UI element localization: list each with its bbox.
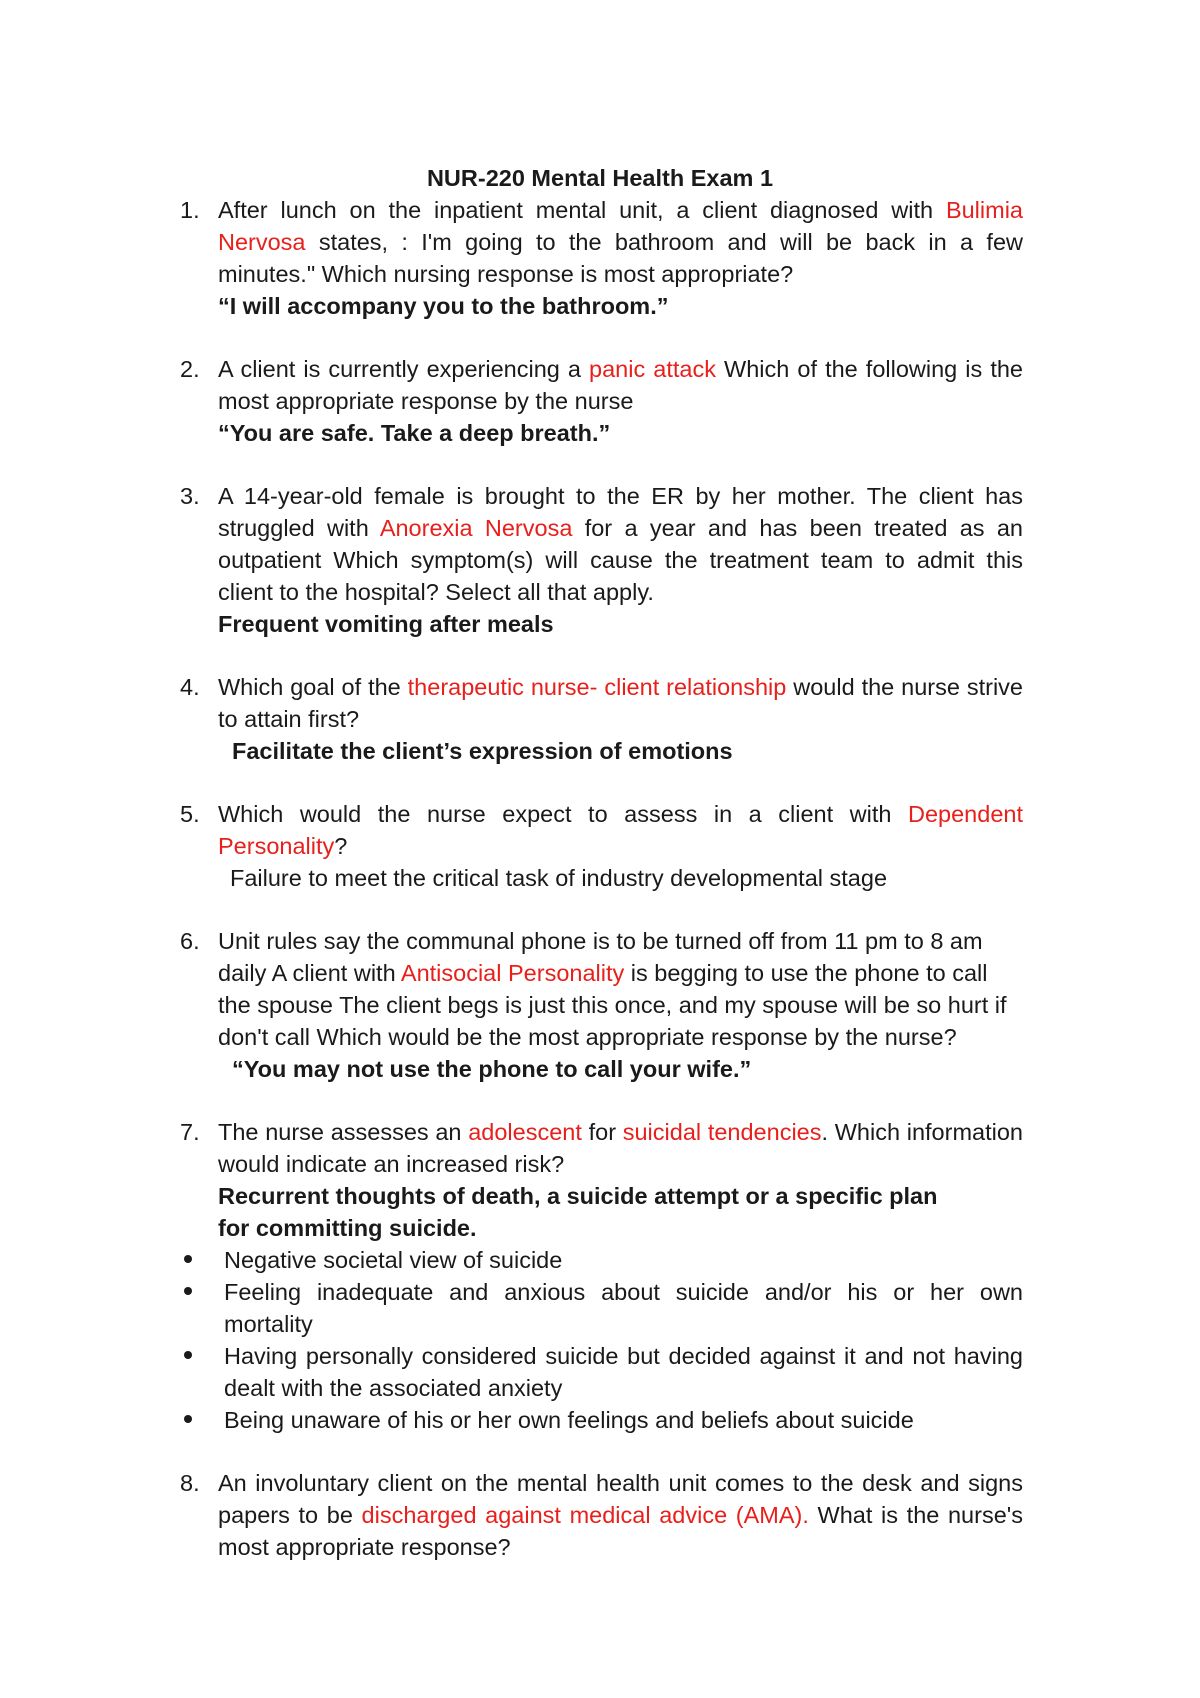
question-text: [218, 925, 1023, 1053]
answer: “You may not use the phone to call your wife.”: [232, 1056, 752, 1082]
option-list: [0, 1244, 1200, 1436]
question-text: [218, 1116, 1023, 1180]
option-item: [224, 1340, 1023, 1404]
answer: Failure to meet the critical task of industry developmental stage: [230, 865, 888, 891]
highlighted-term: Antisocial Personality: [400, 960, 625, 986]
question-5: [0, 798, 1200, 894]
question-text: [218, 798, 1023, 862]
page-title: NUR-220 Mental Health Exam 1: [426, 165, 774, 191]
question-2: [0, 353, 1200, 449]
question-number: 4.: [180, 674, 200, 700]
highlighted-term: Dependent Personality: [218, 801, 1023, 859]
question-text-segment: An involuntary client on the mental health unit comes to the desk and signs papers to be: [218, 1470, 1023, 1528]
question-text-segment: After lunch on the inpatient mental unit, a client diagnosed with: [218, 197, 946, 223]
question-text-segment: Which goal of the: [218, 674, 408, 700]
question-text: [218, 194, 1023, 290]
question-text-segment: states, : I'm going to the bathroom and will be back in a few minutes." Which nursing response is most appropriate?: [218, 229, 1023, 287]
option-item: [224, 1276, 1023, 1340]
bullet-icon: [184, 1287, 192, 1295]
question-number: 3.: [180, 483, 200, 509]
highlighted-term: suicidal tendencies: [622, 1119, 822, 1145]
bullet-icon: [184, 1351, 192, 1359]
question-text: [218, 1467, 1023, 1563]
highlighted-term: adolescent: [468, 1119, 582, 1145]
highlighted-term: discharged against medical advice (AMA).: [361, 1502, 809, 1528]
question-text-segment: Which of the following is the most appropriate response by the nurse: [218, 356, 1024, 414]
question-list: [0, 194, 1200, 1594]
question-text: [218, 480, 1023, 608]
question-number: 8.: [180, 1470, 200, 1496]
answer-line-1: Recurrent thoughts of death, a suicide attempt or a specific plan: [218, 1183, 938, 1209]
question-text-segment: would the nurse strive to attain first?: [218, 674, 1024, 732]
question-text-segment: The nurse assesses an: [218, 1119, 469, 1145]
question-text-segment: for: [581, 1119, 623, 1145]
question-text-segment: Unit rules say the communal phone is to be turned off from 11 pm to 8 am daily A client with: [218, 928, 983, 986]
question-text: [218, 671, 1023, 735]
question-number: 6.: [180, 928, 200, 954]
option-text: Feeling inadequate and anxious about suicide and/or his or her own mortality: [224, 1279, 1023, 1337]
question-text-segment: ?: [334, 833, 348, 859]
question-6: [0, 925, 1200, 1085]
answer: Facilitate the client’s expression of emotions: [232, 738, 733, 764]
question-text-segment: A 14-year-old female is brought to the ER by her mother. The client has struggled with: [218, 483, 1023, 541]
question-text-segment: for a year and has been treated as an outpatient Which symptom(s) will cause the treatment team to admit this client to the hospital? Select all that apply.: [218, 515, 1023, 605]
question-text-segment: A client is currently experiencing a: [218, 356, 590, 382]
question-text-segment: is begging to use the phone to call the spouse The client begs is just this once, and my spouse will be so hurt if don't call Which would be the most appropriate response by the nurse?: [218, 960, 1007, 1050]
option-item: [224, 1244, 1023, 1276]
highlighted-term: Anorexia Nervosa: [379, 515, 573, 541]
question-number: 2.: [180, 356, 200, 382]
question-number: 5.: [180, 801, 200, 827]
question-text: [218, 353, 1023, 417]
bullet-icon: [184, 1255, 192, 1263]
question-text-segment: . Which information would indicate an increased risk?: [218, 1119, 1023, 1177]
question-7: [0, 1116, 1200, 1244]
highlighted-term: Bulimia Nervosa: [218, 197, 1023, 255]
answer: Frequent vomiting after meals: [218, 611, 554, 637]
question-text-segment: What is the nurse's most appropriate response?: [218, 1502, 1024, 1560]
question-4: [0, 671, 1200, 767]
bullet-icon: [184, 1415, 192, 1423]
option-text: Having personally considered suicide but decided against it and not having dealt with the associated anxiety: [224, 1343, 1023, 1401]
question-number: 7.: [180, 1119, 200, 1145]
highlighted-term: panic attack: [589, 356, 716, 382]
option-text: Negative societal view of suicide: [224, 1247, 563, 1273]
question-text-segment: Which would the nurse expect to assess in a client with: [218, 801, 908, 827]
answer: “You are safe. Take a deep breath.”: [218, 420, 611, 446]
question-number: 1.: [180, 197, 200, 223]
question-3: [0, 480, 1200, 640]
answer: “I will accompany you to the bathroom.”: [218, 293, 669, 319]
option-text: Being unaware of his or her own feelings and beliefs about suicide: [224, 1407, 914, 1433]
question-1: [0, 194, 1200, 322]
answer-line-2: for committing suicide.: [218, 1215, 477, 1241]
highlighted-term: therapeutic nurse- client relationship: [407, 674, 787, 700]
question-8: [0, 1467, 1200, 1563]
option-item: [224, 1404, 1023, 1436]
